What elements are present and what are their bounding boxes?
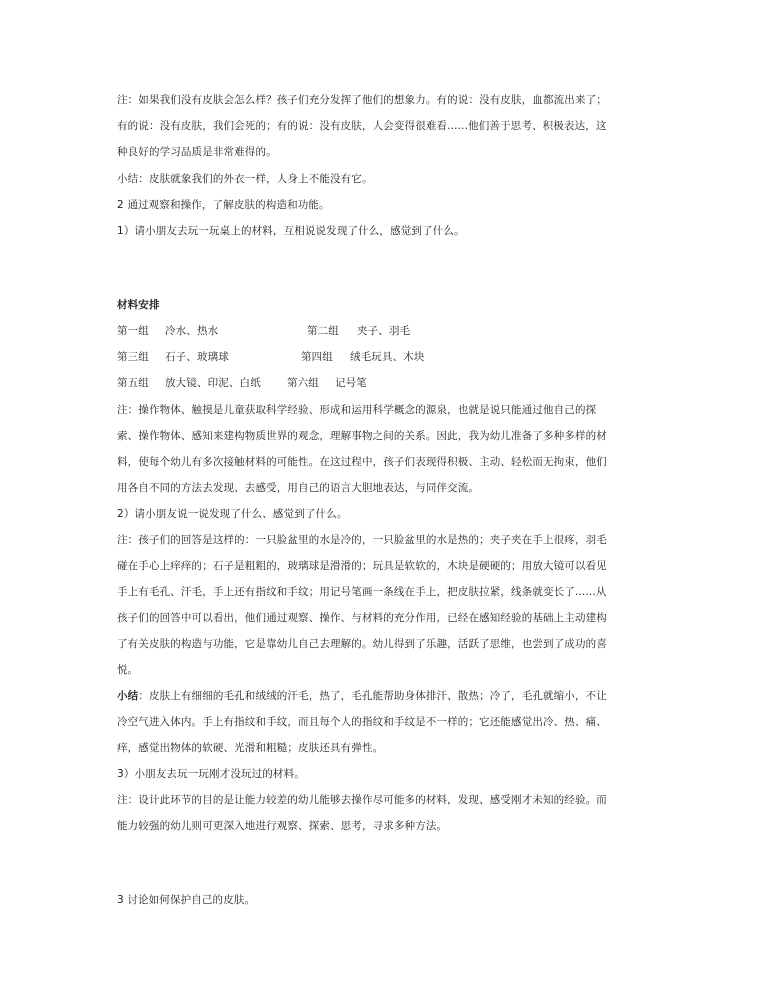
note-answers-line: 孩子们的回答中可以看出，他们通过观察、操作、与材料的充分作用，已经在感知经验的基础上主动建构 [117,612,607,624]
note-answers-line: 注：孩子们的回答是这样的：一只脸盆里的水是冷的，一只脸盆里的水是热的；夹子夹在手上很疼，羽毛 [117,534,607,546]
note-materials-line: 注：操作物体、触摸是儿童获取科学经验、形成和运用科学概念的源泉，也就是说只能通过他自己的探 [117,404,597,416]
group-items: 记号笔 [335,377,367,389]
intro-note-line: 种良好的学习品质是非常难得的。 [117,146,277,158]
section-2-title: 通过观察和操作，了解皮肤的构造和功能。 [127,199,330,211]
summary-2-line: 痒，感觉出物体的软硬、光滑和粗糙；皮肤还具有弹性。 [117,742,384,754]
intro-note-line: 有的说：没有皮肤，我们会死的；有的说：没有皮肤，人会变得很难看......他们善于思考、积极表达，这 [117,120,607,132]
step-1: 1）请小朋友去玩一玩桌上的材料，互相说说发现了什么，感觉到了什么。 [117,225,465,237]
note-materials-line: 料，使每个幼儿有多次接触材料的可能性。在这过程中，孩子们表现得积极、主动、轻松而无拘束，他们 [117,456,607,468]
materials-row [117,344,657,370]
materials-row [117,370,657,396]
section-3-title: 讨论如何保护自己的皮肤。 [127,894,256,906]
step-2: 2）请小朋友说一说发现了什么、感觉到了什么。 [117,508,348,520]
summary-2-label: 小结 [117,690,139,702]
note-design-line: 能力较强的幼儿则可更深入地进行观察、探索、思考，寻求多种方法。 [117,820,448,832]
note-answers-line: 碰在手心上痒痒的；石子是粗粗的，玻璃球是滑滑的；玩具是软软的，木块是硬硬的；用放大镜可以看见 [117,560,607,572]
group-name: 第二组 [307,325,339,337]
group-name: 第六组 [287,377,319,389]
group-items: 冷水、热水 [165,325,219,337]
group-items: 石子、玻璃球 [165,351,229,363]
note-answers-line: 手上有毛孔、汗毛，手上还有指纹和手纹；用记号笔画一条线在手上，把皮肤拉紧，线条就变长了......从 [117,586,607,598]
summary-2-line: 冷空气进入体内。手上有指纹和手纹，而且每个人的指纹和手纹是不一样的；它还能感觉出冷、热、痛、 [117,716,607,728]
group-name: 第五组 [117,377,149,389]
summary-2-line [117,683,607,710]
step-3: 3）小朋友去玩一玩刚才没玩过的材料。 [117,768,305,780]
group-name: 第三组 [117,351,149,363]
summary-2-text: ：皮肤上有细细的毛孔和绒绒的汗毛，热了，毛孔能帮助身体排汗、散热；冷了，毛孔就缩小，不让 [138,690,607,702]
group-items: 夹子、羽毛 [357,325,411,337]
note-design-line: 注：设计此环节的目的是让能力较差的幼儿能够去操作尽可能多的材料，发现、感受刚才未知的经验。而 [117,794,607,806]
materials-heading: 材料安排 [117,299,160,311]
note-materials-line: 索、操作物体、感知来建构物质世界的观念，理解事物之间的关系。因此，我为幼儿准备了多种多样的材 [117,430,607,442]
group-items: 放大镜、印泥、白纸 [165,377,261,389]
group-name: 第一组 [117,325,149,337]
group-name: 第四组 [301,351,333,363]
note-answers-line: 了有关皮肤的构造与功能，它是靠幼儿自己去理解的。幼儿得到了乐趣，活跃了思维，也尝到了成功的喜 [117,638,607,650]
section-2-number: 2 [117,199,124,211]
group-items: 绒毛玩具、木块 [350,351,425,363]
section-3-number: 3 [117,894,124,906]
intro-note-line: 注：如果我们没有皮肤会怎么样？孩子们充分发挥了他们的想象力。有的说：没有皮肤，血都流出来了； [117,94,607,106]
note-answers-line: 悦。 [117,664,139,676]
materials-row [117,318,657,344]
summary-1: 小结：皮肤就象我们的外衣一样，人身上不能没有它。 [117,173,373,185]
section-3-heading [117,887,255,914]
section-2-heading [117,192,330,219]
note-materials-line: 用各自不同的方法去发现、去感受，用自己的语言大胆地表达，与同伴交流。 [117,482,480,494]
